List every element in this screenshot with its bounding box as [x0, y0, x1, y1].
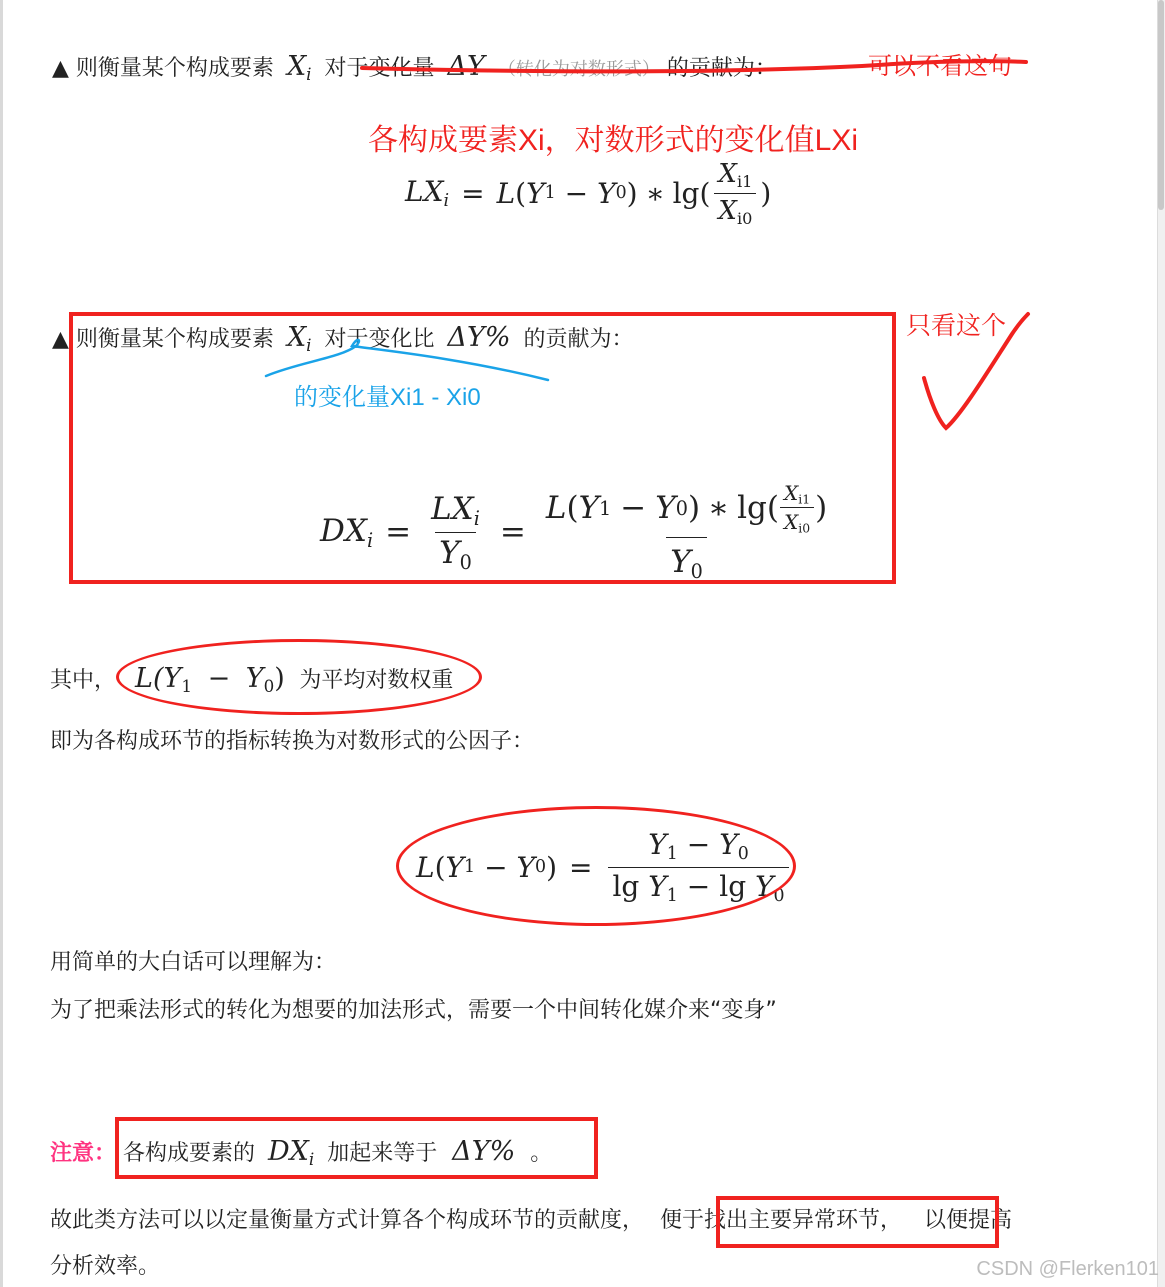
- eq2-lhs: $DX_i$: [320, 512, 374, 552]
- equation-dxi: $DX_i$ = $\frac{LX_i}{Y_0}$ = L ( Y 1 − Y 0 ) ∗ lg ( $\frac{X_{i1}}{X_{i0}}$ ) $Y_0$: [320, 472, 835, 592]
- math-xi: $X_i$: [286, 322, 312, 356]
- equation-lxi: $LX_i$ = L ( Y 1 − Y 0 ) ∗ lg ( $\frac{X_{i1}}{X_{i0}}$ ): [405, 158, 772, 228]
- math-delta-y-percent: ΔY%: [447, 322, 511, 353]
- paragraph-contribution-ratio: ▲ 则衡量某个构成要素 $X_i$ 对于变化比 ΔY% 的贡献为：: [52, 322, 634, 356]
- highlight-oval-weight: [116, 639, 482, 715]
- highlight-box-ratio-section: [69, 312, 896, 584]
- paragraph-note: 注意： 各构成要素的 $DX_i$ 加起来等于 ΔY% 。: [50, 1136, 553, 1170]
- paragraph-common-factor: 即为各构成环节的指标转换为对数形式的公因子：: [50, 729, 535, 754]
- math-delta-y-percent: ΔY%: [452, 1136, 516, 1167]
- eq3-fraction: $\frac{Y_1 - Y_0}{\lg Y_1 - \lg Y_0}$: [608, 828, 788, 905]
- math-xi: $X_i$: [286, 51, 312, 85]
- math-delta-y: ΔY: [447, 51, 485, 82]
- paragraph-plain-explanation: 用简单的大白话可以理解为：: [50, 950, 337, 975]
- note-label: 注意：: [50, 1141, 117, 1166]
- annotation-log-change-value: 各构成要素Xi，对数形式的变化值LXi: [368, 124, 859, 157]
- eq1-fraction: $\frac{X_{i1}}{X_{i0}}$: [714, 159, 756, 228]
- eq2-fraction-1: $\frac{LX_i}{Y_0}$: [431, 490, 480, 574]
- highlight-box-anomaly: [716, 1196, 999, 1248]
- bullet-triangle-icon: ▲: [52, 56, 69, 81]
- scrollbar-thumb[interactable]: [1158, 0, 1164, 210]
- paragraph-contribution-change: ▲ 则衡量某个构成要素 $X_i$ 对于变化量 ΔY （转化为对数形式） 的贡献为：: [52, 51, 777, 85]
- watermark: CSDN @Flerken101: [976, 1258, 1159, 1280]
- eq2-fraction-2: L ( Y 1 − Y 0 ) ∗ lg ( $\frac{X_{i1}}{X_{i0}}$ ) $Y_0$: [545, 480, 828, 584]
- paragraph-transform-medium: 为了把乘法形式的转化为想要的加法形式，需要一个中间转化媒介来“变身”: [50, 998, 777, 1023]
- math-dxi: $DX_i$: [268, 1136, 315, 1170]
- boxed-phrase: 便于找出主要异常环节，: [660, 1208, 903, 1233]
- paragraph-weight: 其中， $L(Y_1 - Y_0)$ 为平均对数权重: [50, 663, 454, 697]
- annotation-skip-sentence: 可以不看这句: [868, 53, 1012, 80]
- highlight-oval-equation: [396, 806, 796, 926]
- highlight-box-note: [115, 1117, 598, 1179]
- annotation-change-amount: 的变化量Xi1 - Xi0: [294, 384, 481, 411]
- eq1-lhs: $LX_i$: [405, 174, 450, 212]
- bullet-triangle-icon: ▲: [52, 327, 69, 352]
- paragraph-conclusion: 故此类方法可以以定量衡量方式计算各个构成环节的贡献度， 便于找出主要异常环节， 以便提高: [50, 1208, 1013, 1233]
- left-border: [0, 0, 3, 1287]
- paragraph-conclusion-line2: 分析效率。: [50, 1254, 161, 1279]
- math-log-mean: $L(Y_1 - Y_0)$: [135, 663, 285, 697]
- equation-log-mean: L ( Y 1 − Y 0 ) = $\frac{Y_1 - Y_0}{\lg Y_1 - \lg Y_0}$: [416, 822, 793, 912]
- annotation-only-this: 只看这个: [906, 312, 1007, 340]
